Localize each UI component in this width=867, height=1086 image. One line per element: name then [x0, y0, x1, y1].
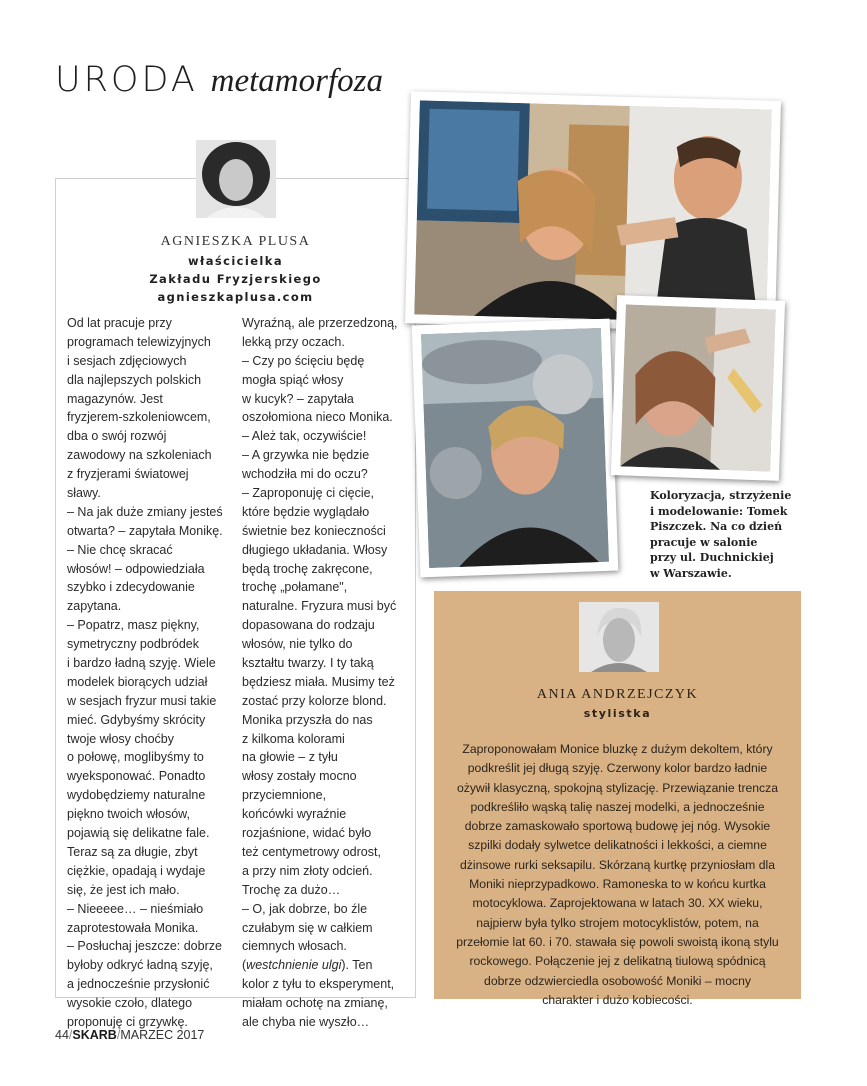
text-line: – Czy po ścięciu będę — [242, 353, 365, 368]
text-line: mieć. Gdybyśmy skrócity — [67, 712, 206, 727]
text-line: będą trochę zakręcone, — [242, 561, 373, 576]
text-line: proponuję ci grzywkę. — [67, 1014, 188, 1029]
magazine-name: SKARB — [72, 1028, 117, 1042]
text-line: w kucyk? – zapytała — [242, 391, 354, 406]
text-line: dla najlepszych polskich — [67, 372, 202, 387]
text-line: – Nie chcę skracać — [67, 542, 173, 557]
article-column-1 — [67, 314, 223, 1032]
text-line: włosów, nie tylko do — [242, 637, 353, 652]
stylist-portrait-photo — [579, 602, 659, 672]
text-line: pojawią się delikatne fale. — [67, 826, 210, 841]
text-line: rockowego. Połączenie jej z delikatną tiulową spódnicą — [469, 954, 766, 969]
text-line: – A grzywka nie będzie — [242, 448, 370, 463]
text-line: podkreślit jej długą szyję. Czerwony kolor bardzo ładnie — [467, 761, 768, 776]
expert-salon: Zakładu Fryzjerskiego — [149, 272, 322, 286]
text-line: – Zaproponuję ci cięcie, — [242, 486, 375, 501]
text-line: podkreśliło wąską talię naszej modelki, a jednocześnie — [470, 799, 765, 814]
text-line: programach telewizyjnych — [67, 334, 211, 349]
salon-photo-cutting — [405, 91, 781, 333]
salon-photo-dryer — [412, 319, 619, 578]
text-line: na głowie – z tyłu — [242, 750, 338, 765]
page-footer: 44/SKARB/MARZEC 2017 — [55, 1028, 205, 1042]
page-number: 44 — [55, 1028, 69, 1042]
text-line: byłoby odkryć ładną szyję, — [67, 958, 213, 973]
photo-caption: Koloryzacja, strzyżenie i modelowanie: Tomek Piszczek. Na co dzień pracuje w salonie przy ul. Duchnickiej w Warszawie. — [650, 489, 792, 580]
text-line: oszołomiona nieco Monika. — [242, 410, 393, 425]
text-line: Teraz są za długie, zbyt — [67, 844, 198, 859]
section-title — [55, 60, 383, 100]
text-line: miałam ochotę na zmianę, — [242, 996, 388, 1011]
text-line: ciężkie, opadają i wydaje — [67, 863, 206, 878]
text-line: charakter i dużo kobiecości. — [542, 992, 693, 1007]
text-line: zostać przy kolorze blond. — [242, 693, 387, 708]
expert-portrait — [196, 140, 276, 218]
text-line: kolor z tyłu to eksperyment, — [242, 977, 395, 992]
text-line: wydobędziemy naturalne — [67, 788, 206, 803]
text-line: wchodziła mi do oczu? — [242, 467, 368, 482]
text-line: modelek biorących udział — [67, 674, 208, 689]
text-line: z fryzjerami światowej — [67, 467, 189, 482]
text-line: rozjaśnione, widać było — [242, 826, 372, 841]
article-column-2 — [242, 314, 398, 1032]
text-line: Monika przyszła do nas — [242, 712, 373, 727]
text-line: – Na jak duże zmiany jesteś — [67, 504, 223, 519]
expert-role: właścicielka — [188, 254, 283, 268]
text-line: lekką przy oczach. — [242, 334, 345, 349]
text-line: ale chyba nie wyszło… — [242, 1014, 370, 1029]
salon-photo-styling — [611, 295, 785, 481]
text-line: a przy nim złoty odcień. — [242, 863, 373, 878]
text-line: sławy. — [67, 486, 101, 501]
expert-portrait-photo — [196, 140, 276, 218]
text-line: Wyraźną, ale przerzedzoną, — [242, 316, 398, 330]
stylist-portrait — [579, 602, 659, 672]
text-line: motocyklowa. Zaprojektowana w latach 30. XX wieku, — [472, 896, 763, 911]
text-line: włosów! – odpowiedziała — [67, 561, 205, 576]
text-line: naturalne. Fryzura musi być — [242, 599, 397, 614]
text-line: świetnie bez konieczności — [242, 523, 386, 538]
text-line: twoje włosy choćby — [67, 731, 174, 746]
text-line: szpilki dodały sylwetce delikatności i lekkości, a ciemne — [468, 838, 767, 853]
text-line: – O, jak dobrze, bo źle — [242, 901, 368, 916]
text-line: przyciemnione, — [242, 788, 327, 803]
issue-date: MARZEC 2017 — [120, 1028, 205, 1042]
text-line: mogła spiąć włosy — [242, 372, 344, 387]
stylist-text — [434, 740, 801, 1010]
text-line: i sesjach zdjęciowych — [67, 353, 187, 368]
expert-name: AGNIESZKA PLUSA — [160, 234, 311, 249]
text-line: szybko i zdecydowanie — [67, 580, 195, 595]
text-line: o połowę, moglibyśmy to — [67, 750, 204, 765]
text-line: symetryczny podbródek — [67, 637, 200, 652]
text-line: wyeksponować. Ponadto — [67, 769, 206, 784]
text-line: czułabym się w całkiem — [242, 920, 373, 935]
section-subtitle: metamorfoza — [210, 63, 383, 99]
text-line: też centymetrowy odrost, — [242, 844, 381, 859]
text-line: Moniki nieprzypadkowo. Ramoneska to w końcu kurtka — [469, 877, 766, 892]
text-line: Trochę za dużo… — [242, 882, 341, 897]
text-line: które będzie wyglądało — [242, 504, 370, 519]
text-line: – Nieeeee… – nieśmiało — [67, 901, 204, 916]
text-line: Zaproponowałam Monice bluzkę z dużym dekoltem, który — [462, 742, 773, 756]
text-line: fryzjerem-szkoleniowcem, — [67, 410, 211, 425]
text-line: piękno twoich włosów, — [67, 807, 190, 822]
text-line: najpierw była tylko strojem motocyklistów, potem, na — [476, 915, 759, 930]
text-line: w sesjach fryzur musi takie — [67, 693, 217, 708]
text-line: dba o swój rozwój — [67, 429, 167, 444]
text-line: kształtu twarzy. I ty taką — [242, 656, 374, 671]
text-line: włosy zostały mocno — [242, 769, 357, 784]
text-line: zapytana. — [67, 599, 122, 614]
text-line: będziesz miała. Musimy też — [242, 674, 395, 689]
text-line: otwarta? – zapytała Monikę. — [67, 523, 223, 538]
text-line: trochę „połamane", — [242, 580, 348, 595]
text-line: a jednocześnie przysłonić — [67, 977, 210, 992]
text-line: przełomie lat 60. i 70. stawała się powoli swoistą ikoną stylu — [456, 934, 779, 949]
text-line: – Popatrz, masz piękny, — [67, 618, 200, 633]
text-line: ożywił klasyczną, spokojną stylizację. Przewiązanie trencza — [456, 780, 779, 795]
text-line: długiego układania. Włosy — [242, 542, 388, 557]
text-line: zaprotestowała Monika. — [67, 920, 199, 935]
text-line: i bardzo ładną szyję. Wiele — [67, 656, 216, 671]
section-name: URODA — [55, 60, 198, 100]
text-line: ciemnych włosach. — [242, 939, 347, 954]
text-line: się, że jest ich mało. — [67, 882, 180, 897]
text-line: – Posłuchaj jeszcze: dobrze — [67, 939, 222, 954]
text-line: dobrze zamaskowało sportową budowę jej nóg. Wysokie — [464, 819, 771, 834]
text-line: wysokie czoło, dlatego — [67, 996, 193, 1011]
text-line: dżinsowe rurki seksapilu. Skórzaną kurtkę przyniosłam dla — [460, 857, 775, 872]
stylist-name: ANIA ANDRZEJCZYK — [536, 687, 699, 702]
text-line: (westchnienie ulgi). Ten — [242, 958, 373, 973]
text-line: końcówki wyraźnie — [242, 807, 347, 822]
text-line: Od lat pracuje przy — [67, 316, 172, 330]
expert-website: agnieszkaplusa.com — [157, 290, 314, 304]
text-line: dobrze odzwierciedla osobowość Moniki – mocny — [484, 973, 751, 988]
stylist-role: stylistka — [583, 707, 652, 720]
text-line: dopasowana do rodzaju — [242, 618, 375, 633]
text-line: z kilkoma kolorami — [242, 731, 345, 746]
text-line: magazynów. Jest — [67, 391, 163, 406]
text-line: – Ależ tak, oczywiście! — [242, 429, 367, 444]
text-line: zawodowy na szkoleniach — [67, 448, 212, 463]
